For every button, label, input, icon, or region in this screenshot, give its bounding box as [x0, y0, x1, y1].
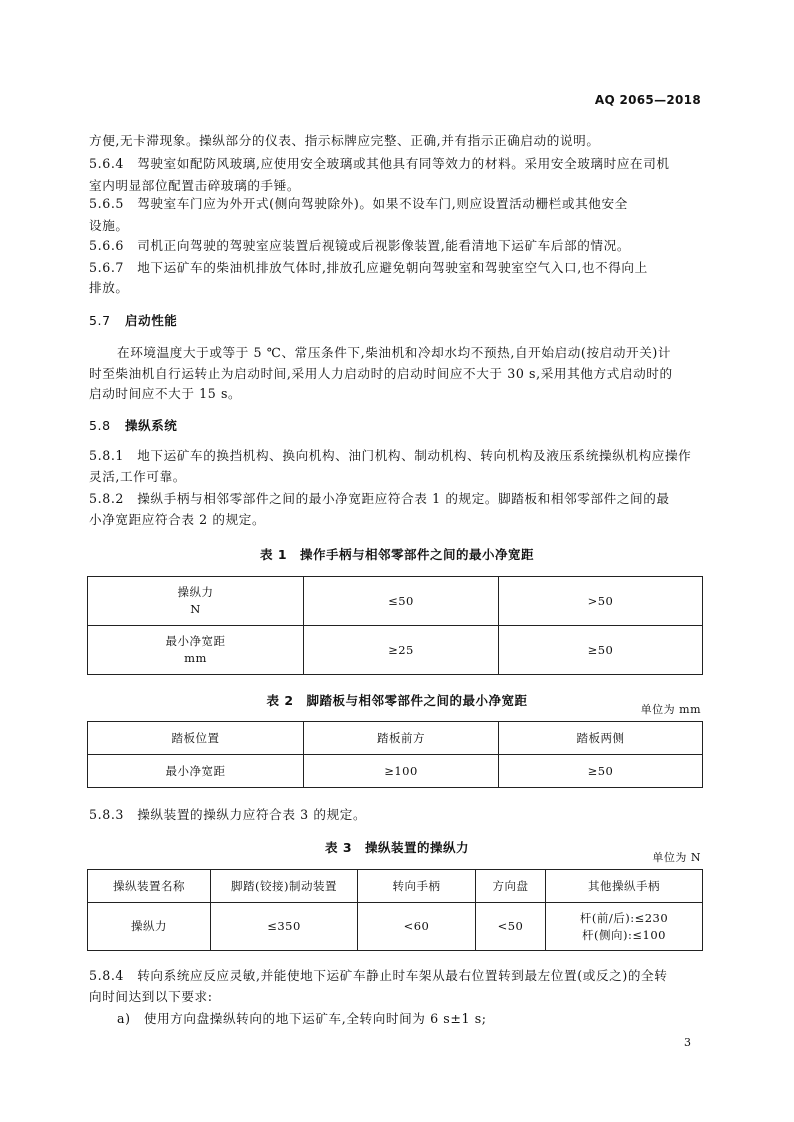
- text-line: 设施。: [89, 218, 129, 233]
- table-cell: ≥50: [499, 626, 703, 675]
- section-heading-5-8: [89, 418, 177, 434]
- table-cell: ≥25: [304, 626, 499, 675]
- row-label: 最小净宽距: [165, 634, 226, 648]
- cell-line: 杆(侧向):≤100: [582, 927, 666, 942]
- paragraph-line: 时至柴油机自行运转止为启动时间,采用人力启动时的启动时间应不大于 30 s,采用其他方式启动时的: [89, 366, 673, 381]
- table-2: [87, 721, 703, 788]
- standard-code: AQ 2065—2018: [594, 93, 701, 107]
- header-cell: 其他操纵手柄: [546, 870, 703, 903]
- row-unit: N: [190, 602, 201, 616]
- table-cell: ≥100: [304, 755, 499, 788]
- table-cell: ≤50: [304, 577, 499, 626]
- table-3-caption: 表 3 操纵装置的操纵力: [324, 840, 470, 855]
- paragraph-line: 在环境温度大于或等于 5 ℃、常压条件下,柴油机和冷却水均不预热,自开始启动(按启动开关)计: [117, 345, 672, 360]
- table-row: [88, 626, 703, 675]
- section-number: 5.8: [89, 418, 111, 433]
- header-cell: 操纵装置名称: [88, 870, 211, 903]
- table-cell: ≤350: [211, 903, 358, 951]
- paragraph-line: 启动时间应不大于 15 s。: [89, 386, 242, 401]
- text-line: 小净宽距应符合表 2 的规定。: [89, 512, 266, 527]
- section-number: 5.7: [89, 313, 111, 328]
- table-1: [87, 576, 703, 675]
- table-cell: ≥50: [499, 755, 703, 788]
- list-item-a: a) 使用方向盘操纵转向的地下运矿车,全转向时间为 6 s±1 s;: [117, 1011, 487, 1026]
- clause-5-6-7: 5.6.7 地下运矿车的柴油机排放气体时,排放孔应避免朝向驾驶室和驾驶室空气入口,也不得向上: [89, 260, 648, 275]
- table-3: [87, 869, 703, 951]
- table-cell: <50: [476, 903, 546, 951]
- header-cell: 踏板位置: [88, 722, 304, 755]
- table-2-caption: 表 2 脚踏板与相邻零部件之间的最小净宽距: [266, 693, 528, 708]
- text-line: 室内明显部位配置击碎玻璃的手锤。: [89, 178, 301, 193]
- table-row: [88, 755, 703, 788]
- clause-5-6-4: 5.6.4 驾驶室如配防风玻璃,应使用安全玻璃或其他具有同等效力的材料。采用安全玻璃时应在司机: [89, 156, 670, 171]
- clause-5-8-4: 5.8.4 转向系统应反应灵敏,并能使地下运矿车静止时车架从最右位置转到最左位置(或反之)的全转: [89, 968, 668, 983]
- header-cell: 方向盘: [476, 870, 546, 903]
- section-title: 启动性能: [125, 313, 178, 328]
- page-number: 3: [684, 1036, 691, 1049]
- text-line: 排放。: [89, 280, 129, 295]
- table-cell: >50: [499, 577, 703, 626]
- section-heading-5-7: [89, 313, 177, 329]
- section-title: 操纵系统: [125, 418, 178, 433]
- clause-5-8-2: 5.8.2 操纵手柄与相邻零部件之间的最小净宽距应符合表 1 的规定。脚踏板和相邻零部件之间的最: [89, 491, 670, 506]
- table-cell: 操纵力: [88, 903, 211, 951]
- table-cell: [88, 577, 304, 626]
- text-line: 向时间达到以下要求:: [89, 989, 213, 1004]
- header-cell: 脚踏(铰接)制动装置: [211, 870, 358, 903]
- table-cell: <60: [358, 903, 476, 951]
- row-label: 操纵力: [177, 585, 214, 599]
- cell-line: 杆(前/后):≤230: [579, 910, 669, 925]
- row-unit: mm: [184, 651, 207, 665]
- table-header-row: [88, 722, 703, 755]
- clause-5-8-3: 5.8.3 操纵装置的操纵力应符合表 3 的规定。: [89, 807, 367, 822]
- unit-note: 单位为 N: [652, 851, 701, 864]
- table-header-row: [88, 870, 703, 903]
- unit-note: 单位为 mm: [640, 703, 701, 716]
- table-row: [88, 903, 703, 951]
- table-cell: [88, 626, 304, 675]
- clause-5-6-5: 5.6.5 驾驶室车门应为外开式(侧向驾驶除外)。如果不设车门,则应设置活动栅栏或其他安全: [89, 196, 628, 211]
- table-1-caption: 表 1 操作手柄与相邻零部件之间的最小净宽距: [259, 547, 535, 562]
- header-cell: 踏板两侧: [499, 722, 703, 755]
- text-line: 灵活,工作可靠。: [89, 469, 186, 484]
- header-cell: 转向手柄: [358, 870, 476, 903]
- clause-5-6-6: 5.6.6 司机正向驾驶的驾驶室应装置后视镜或后视影像装置,能看清地下运矿车后部的情况。: [89, 238, 631, 253]
- header-cell: 踏板前方: [304, 722, 499, 755]
- table-cell: [546, 903, 703, 951]
- text-line: 方便,无卡滞现象。操纵部分的仪表、指示标牌应完整、正确,并有指示正确启动的说明。: [89, 133, 600, 148]
- table-cell: 最小净宽距: [88, 755, 304, 788]
- table-row: [88, 577, 703, 626]
- clause-5-8-1: 5.8.1 地下运矿车的换挡机构、换向机构、油门机构、制动机构、转向机构及液压系统操纵机构应操作: [89, 448, 692, 463]
